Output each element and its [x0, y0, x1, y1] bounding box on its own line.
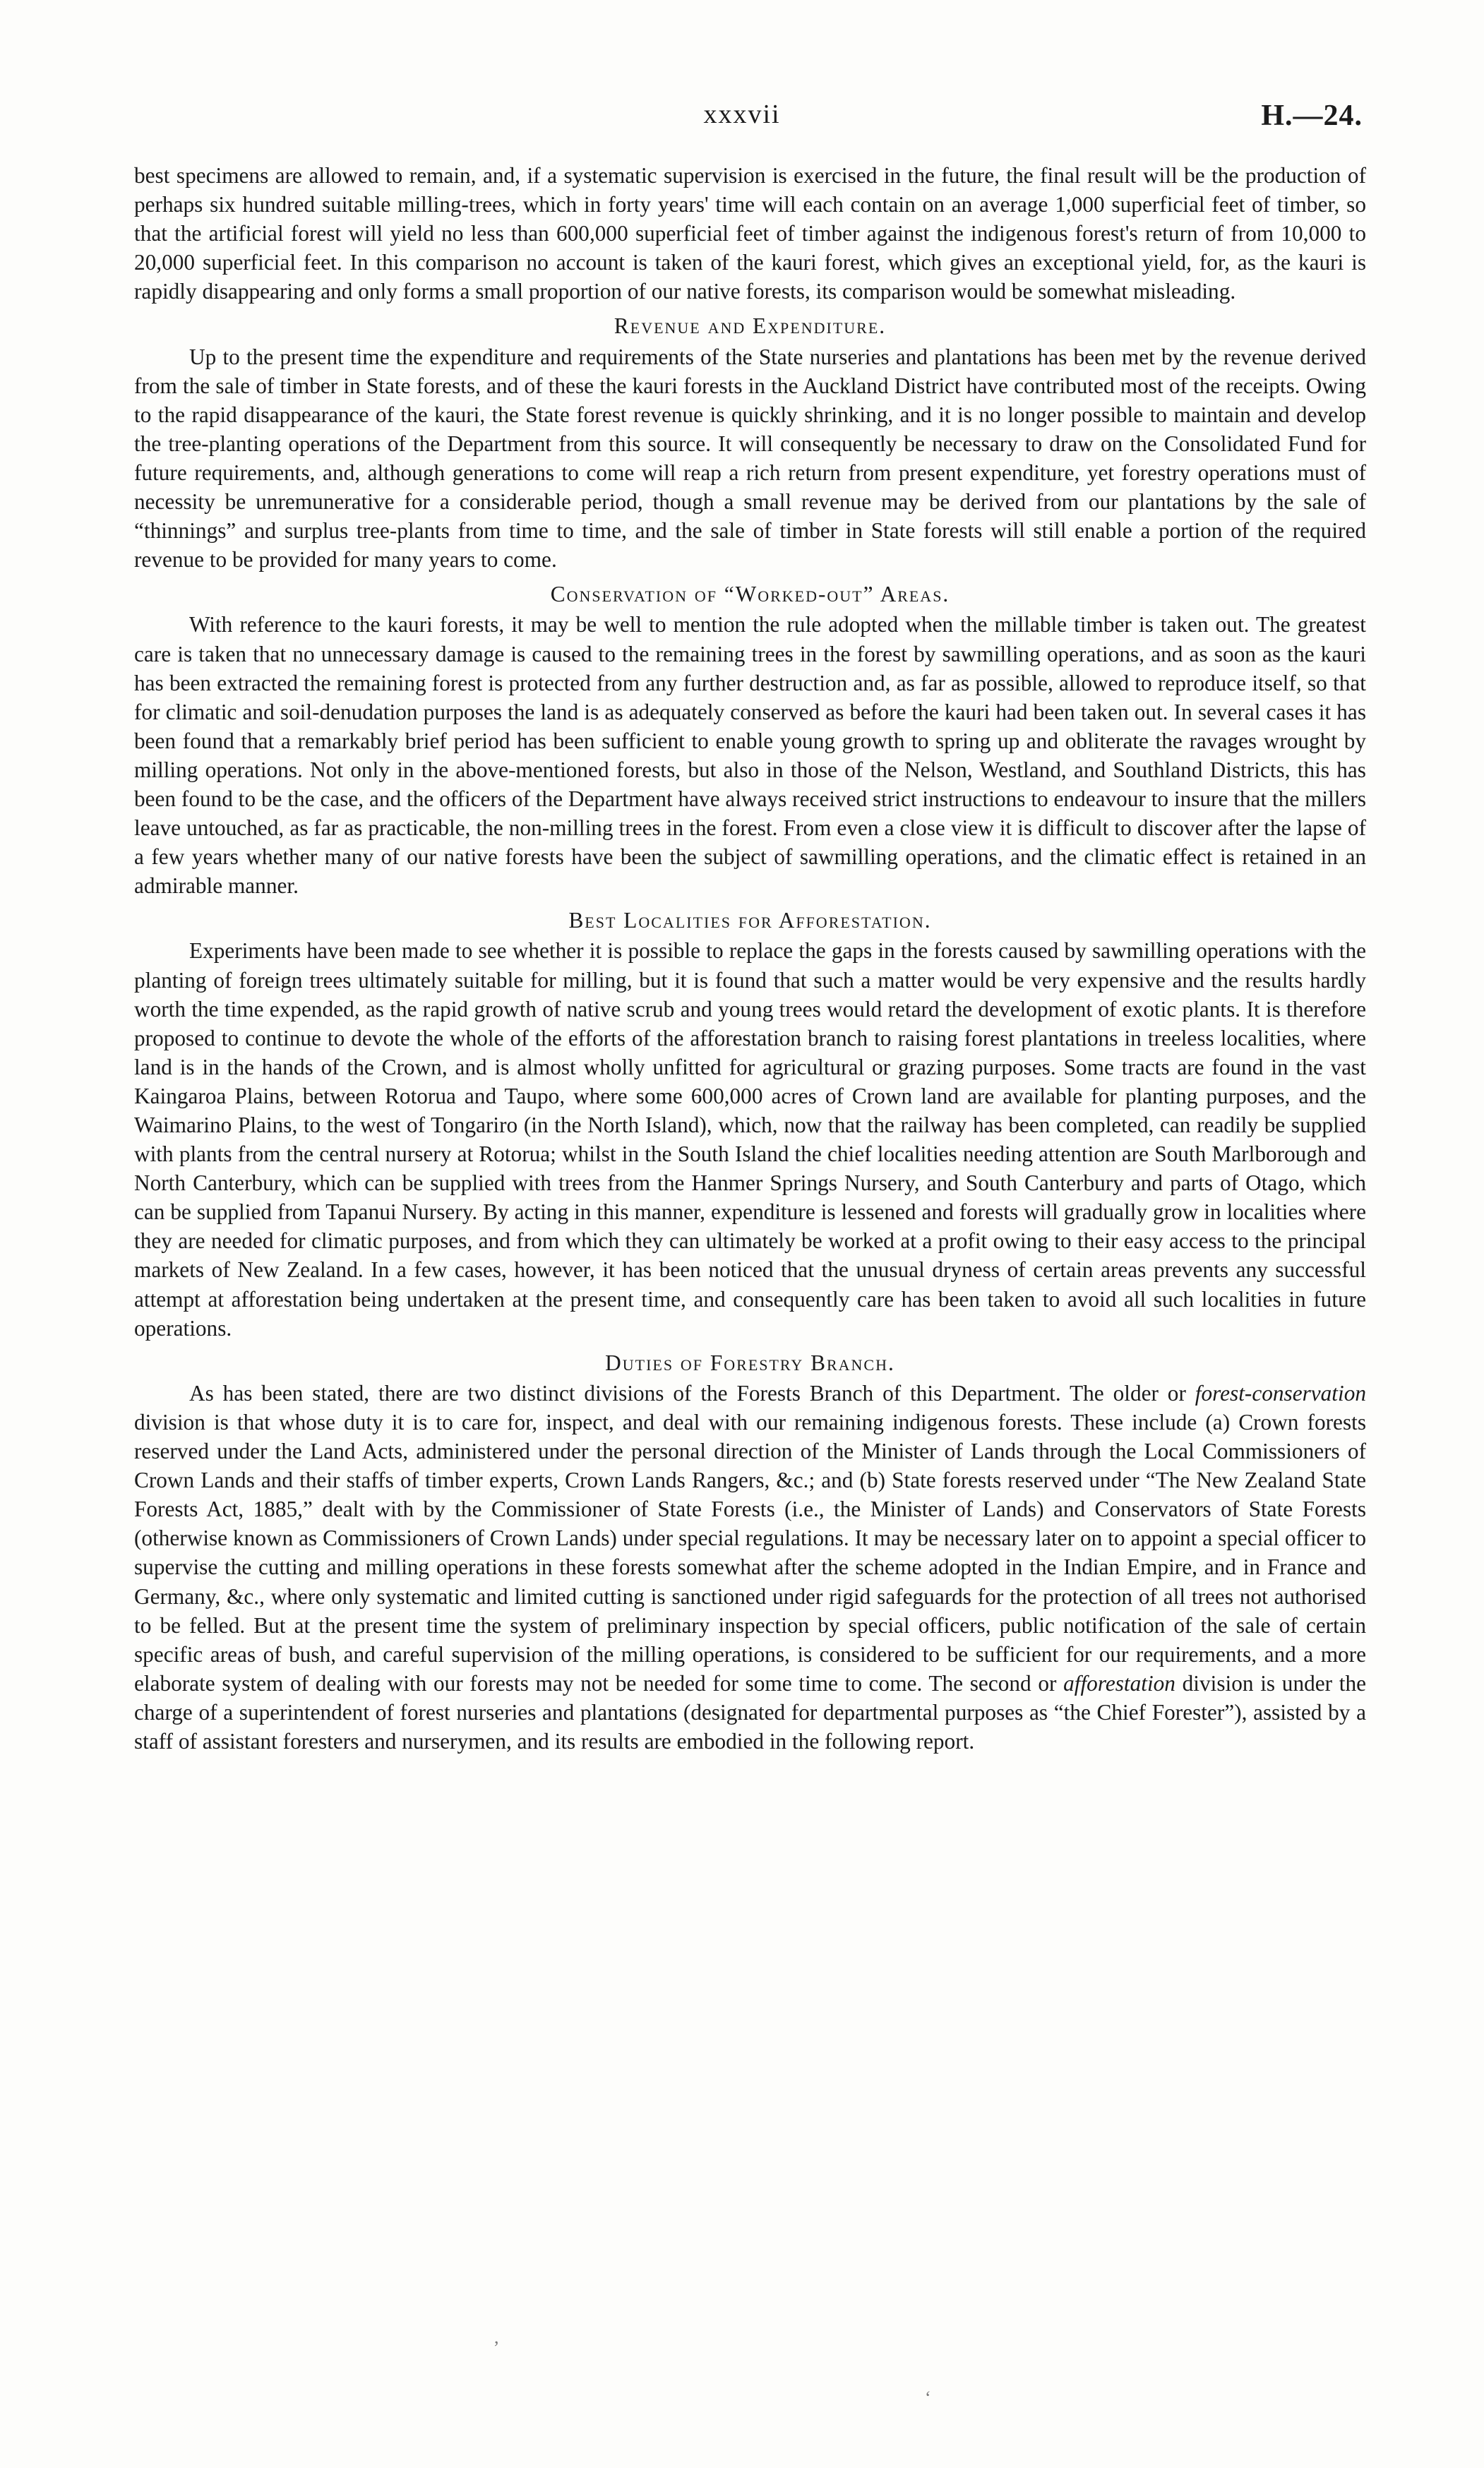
document-body	[134, 161, 1366, 1756]
term-forest-conservation: forest-conservation	[1195, 1380, 1366, 1406]
intro-paragraph: best specimens are allowed to remain, and, if a systematic supervision is exercised in the future, the final result will be the production of perhaps six hundred suitable milling-trees, which in forty years' time will each contain on an average 1,000 superficial feet of timber, so that the artificial forest will yield no less than 600,000 superficial feet of timber against the indigenous forest's return of from 10,000 to 20,000 superficial feet. In this comparison no account is taken of the kauri forest, which gives an exceptional yield, for, as the kauri is rapidly disappearing and only forms a small proportion of our native forests, its comparison would be somewhat misleading.	[134, 163, 1366, 304]
document-reference: H.—24.	[1261, 100, 1363, 132]
duties-text-b: division is that whose duty it is to care for, inspect, and deal with our remaining indigenous forests. These include (a) Crown forests reserved under the Land Acts, administered under the personal direction of the Minister of Lands through the Local Commissioners of Crown Lands and their staffs of timber experts, Crown Lands Rangers, &c.; and (b) State forests reserved under “The New Zealand State Forests Act, 1885,” dealt with by the Commissioner of State Forests (i.e., the Minister of Lands) and Conservators of State Forests (otherwise known as Commissioners of Crown Lands) under special regulations. It may be necessary later on to appoint a special officer to supervise the cutting and milling operations in these forests somewhat after the scheme adopted in the Indian Empire, and in France and Germany, &c., where only systematic and limited cutting is sanctioned under rigid safeguards for the protection of all trees not authorised to be felled. But at the present time the system of preliminary inspection by special officers, public notification of the sale of certain specific areas of bush, and careful supervision of the milling operations, is considered to be sufficient for our requirements, and a more elaborate system of dealing with our forests may not be needed for some time to come. The second or	[134, 1409, 1366, 1696]
scan-speck: ,	[494, 2327, 499, 2347]
scan-speck: ‘	[925, 2388, 931, 2408]
term-afforestation: afforestation	[1063, 1670, 1175, 1696]
heading-localities: Best Localities for Afforestation.	[568, 908, 932, 933]
conservation-paragraph: With reference to the kauri forests, it may be well to mention the rule adopted when the millable timber is taken out. The greatest care is taken that no unnecessary damage is caused to the remaining trees in the forest by sawmilling operations, and as soon as the kauri has been extracted the remaining forest is protected from any further destruction and, as far as possible, allowed to reproduce itself, so that for climatic and soil-denudation purposes the land is as adequately conserved as before the kauri had been taken out. In several cases it has been found that a remarkably brief period has been sufficient to enable young growth to spring up and obliterate the ravages wrought by milling operations. Not only in the above-mentioned forests, but also in those of the Nelson, Westland, and Southland Districts, this has been found to be the case, and the officers of the Department have always received strict instructions to endeavour to insure that the millers leave untouched, as far as practicable, the non-milling trees in the forest. From even a close view it is difficult to discover after the lapse of a few years whether many of our native forests have been the subject of sawmilling operations, and the climatic effect is retained in an admirable manner.	[134, 612, 1366, 899]
localities-paragraph: Experiments have been made to see whether it is possible to replace the gaps in the forests caused by sawmilling operations with the planting of foreign trees ultimately suitable for milling, but it is found that such a matter would be very expensive and the results hardly worth the time expended, as the rapid growth of native scrub and young trees would retard the development of exotic plants. It is therefore proposed to continue to devote the whole of the efforts of the afforestation branch to raising forest plantations in treeless localities, where land is in the hands of the Crown, and is almost wholly unfitted for agricultural or grazing purposes. Some tracts are found in the vast Kaingaroa Plains, between Rotorua and Taupo, where some 600,000 acres of Crown land are available for planting purposes, and the Waimarino Plains, to the west of Tongariro (in the North Island), which, now that the railway has been completed, can readily be supplied with plants from the central nursery at Rotorua; whilst in the South Island the chief localities needing attention are South Marlborough and North Canterbury, which can be supplied with trees from the Hanmer Springs Nursery, and South Canterbury and parts of Otago, which can be supplied from Tapanui Nursery. By acting in this manner, expenditure is lessened and forests will gradually grow in localities where they are needed for climatic purposes, and from which they can ultimately be worked at a profit owing to their easy access to the principal markets of New Zealand. In a few cases, however, it has been noticed that the unusual dryness of certain areas prevents any successful attempt at afforestation being undertaken at the present time, and consequently care has been taken to avoid all such localities in future operations.	[134, 938, 1366, 1341]
heading-duties: Duties of Forestry Branch.	[605, 1350, 895, 1375]
page-number: xxxvii	[703, 100, 781, 129]
duties-text-c: division is under the charge of a superintendent of forest nurseries and plantations (designated for departmental purposes as “the Chief Forester”), assisted by a staff of assistant foresters and nurserymen, and its results are embodied in the following report.	[134, 1670, 1366, 1754]
duties-text-a: As has been stated, there are two distinct divisions of the Forests Branch of this Department. The older or	[189, 1380, 1186, 1406]
heading-conservation: Conservation of “Worked-out” Areas.	[550, 582, 950, 607]
revenue-paragraph: Up to the present time the expenditure and requirements of the State nurseries and plantations has been met by the revenue derived from the sale of timber in State forests, and of these the kauri forests in the Auckland District have contributed most of the receipts. Owing to the rapid disappearance of the kauri, the State forest revenue is quickly shrinking, and it is no longer possible to maintain and develop the tree-planting operations of the Department from this source. It will consequently be necessary to draw on the Consolidated Fund for future requirements, and, although generations to come will reap a rich return from present expenditure, yet forestry operations must of necessity be unremunerative for a considerable period, though a small revenue may be derived from our plantations by the sale of “thinnings” and surplus tree-plants from time to time, and the sale of timber in State forests will still enable a portion of the required revenue to be provided for many years to come.	[134, 344, 1366, 573]
heading-revenue: Revenue and Expenditure.	[614, 313, 887, 339]
duties-paragraph	[134, 1379, 1366, 1756]
page-header	[0, 99, 1484, 141]
